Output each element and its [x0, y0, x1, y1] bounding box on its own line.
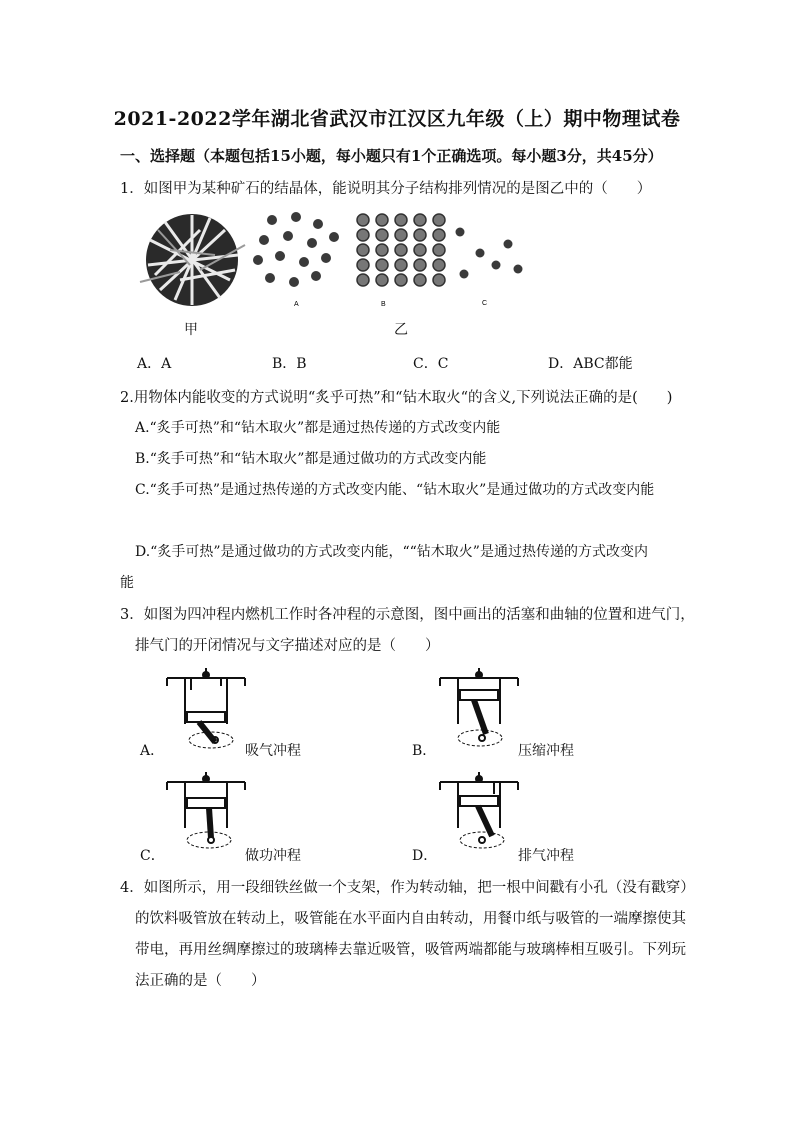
fig-label-c: C: [482, 300, 488, 307]
question-3-stem-line1: 3．如图为四冲程内燃机工作时各冲程的示意图，图中画出的活塞和曲轴的位置和进气门，: [120, 607, 695, 623]
lattice-particle: [376, 274, 388, 286]
q2-option-c[interactable]: C.“炙手可热”是通过热传递的方式改变内能、“钻木取火”是通过做功的方式改变内能: [135, 482, 655, 498]
lattice-particle: [395, 274, 407, 286]
lattice-particle: [433, 214, 445, 226]
fig-label-yi: 乙: [394, 322, 408, 338]
q3-option-c-caption: 做功冲程: [245, 848, 301, 864]
crystal-figure-jia: [140, 210, 250, 310]
engine-diagram-b: [438, 664, 523, 754]
lattice-particle: [433, 229, 445, 241]
lattice-particle: [376, 229, 388, 241]
lattice-particle: [414, 259, 426, 271]
q1-option-a[interactable]: A．A: [137, 356, 172, 372]
q3-option-a-letter[interactable]: A．: [140, 743, 165, 759]
engine-diagram-c: [165, 768, 250, 858]
question-4-line1: 4．如图所示，用一段细铁丝做一个支架，作为转动轴，把一根中间戳有小孔（没有戳穿）: [120, 880, 695, 896]
lattice-particle: [376, 259, 388, 271]
q2-option-d[interactable]: D.“炙手可热”是通过做功的方式改变内能，““钻木取火”是通过热传递的方式改变内: [135, 544, 648, 560]
lattice-figure-c: [452, 225, 542, 310]
question-3-stem-line2: 排气门的开闭情况与文字描述对应的是（ ）: [135, 638, 440, 654]
lattice-particle: [395, 259, 407, 271]
lattice-figure-a: [250, 210, 350, 310]
q1-option-c[interactable]: C．C: [413, 356, 449, 372]
lattice-particle: [414, 229, 426, 241]
q2-option-b[interactable]: B.“炙手可热”和“钻木取火”都是通过做功的方式改变内能: [135, 451, 487, 467]
lattice-particle: [376, 214, 388, 226]
lattice-particle: [357, 259, 369, 271]
lattice-particle: [357, 214, 369, 226]
lattice-particle: [433, 244, 445, 256]
lattice-particle: [357, 244, 369, 256]
q3-option-d-caption: 排气冲程: [518, 848, 574, 864]
q3-option-a-caption: 吸气冲程: [245, 743, 301, 759]
section-heading: 一、选择题（本题包括15小题，每小题只有1个正确选项。每小题3分，共45分）: [120, 147, 663, 165]
lattice-particle: [376, 244, 388, 256]
q2-option-a[interactable]: A.“炙手可热”和“钻木取火”都是通过热传递的方式改变内能: [135, 420, 501, 436]
question-1-stem: 1．如图甲为某种矿石的结晶体，能说明其分子结构排列情况的是图乙中的（ ）: [120, 181, 652, 197]
fig-label-a: A: [294, 301, 299, 308]
engine-diagram-a: [165, 664, 250, 754]
question-2-stem: 2.用物体内能收变的方式说明“炙乎可热”和“钻木取火“的含义,下列说法正确的是( ): [120, 390, 673, 406]
lattice-particle: [357, 274, 369, 286]
question-4-line4: 法正确的是（ ）: [135, 973, 266, 989]
lattice-particle: [357, 229, 369, 241]
q3-option-b-letter[interactable]: B．: [412, 743, 437, 759]
question-4-line3: 带电，再用丝绸摩擦过的玻璃棒去靠近吸管，吸管两端都能与玻璃棒相互吸引。下列玩: [135, 942, 686, 958]
q3-option-b-caption: 压缩冲程: [518, 743, 574, 759]
engine-diagram-d: [438, 768, 523, 858]
lattice-particle: [395, 214, 407, 226]
lattice-particle: [414, 244, 426, 256]
fig-label-b: B: [381, 301, 386, 308]
page-title: 2021-2022学年湖北省武汉市江汉区九年级（上）期中物理试卷: [113, 108, 681, 130]
question-4-line2: 的饮料吸管放在转动上，吸管能在水平面内自由转动，用餐巾纸与吸管的一端摩擦使其: [135, 911, 686, 927]
lattice-particle: [395, 244, 407, 256]
lattice-figure-b: [355, 212, 450, 310]
q1-option-d[interactable]: D．ABC都能: [548, 356, 633, 372]
q1-option-b[interactable]: B．B: [272, 356, 307, 372]
lattice-particle: [433, 274, 445, 286]
lattice-particle: [433, 259, 445, 271]
q2-option-d-continued: 能: [120, 575, 134, 591]
q3-option-c-letter[interactable]: C．: [140, 848, 165, 864]
q3-option-d-letter[interactable]: D．: [412, 848, 438, 864]
lattice-particle: [414, 274, 426, 286]
fig-label-jia: 甲: [184, 322, 198, 338]
lattice-particle: [414, 214, 426, 226]
lattice-particle: [395, 229, 407, 241]
